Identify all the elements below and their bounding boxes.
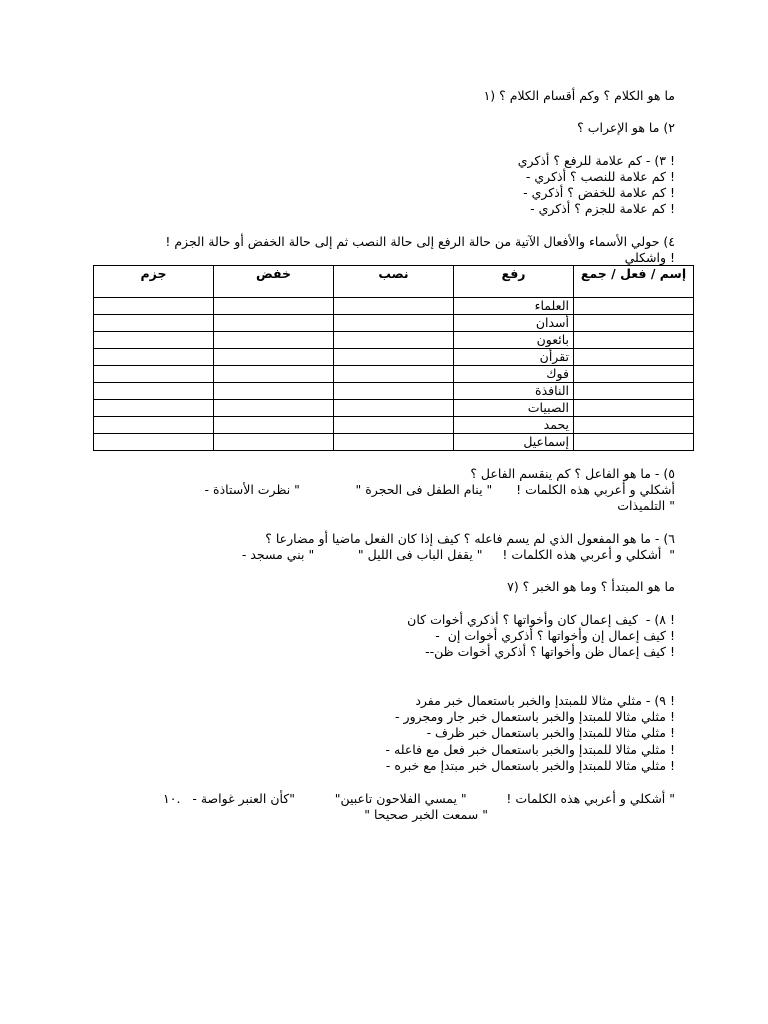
table-cell-word: النافذة — [454, 383, 574, 400]
header-raf: رفع — [454, 266, 574, 298]
question-10-line-2: " سمعت الخبر صحيحا " — [364, 807, 488, 822]
header-nasb: نصب — [334, 266, 454, 298]
table-cell-word: تقرأن — [454, 349, 574, 366]
table-cell-word: أسدان — [454, 315, 574, 332]
question-3-line-1: ! ٣) - كم علامة للرفع ؟ أذكري — [517, 153, 675, 168]
table-cell-word: يحمد — [454, 417, 574, 434]
question-10-line-1: " أشكلي و أعربي هذه الكلمات ! " يمسي الفلاحون تاعبين" "كأن العنبر غواصة - .١٠ — [163, 791, 675, 806]
table-row — [94, 400, 694, 417]
question-2: ٢) ما هو الإعراب ؟ — [577, 120, 675, 135]
question-4-line-2: ! واشكلي — [624, 250, 675, 265]
question-9-line-3: ! مثلي مثالا للمبتدإ والخبر باستعمال خبر ظرف - — [426, 725, 675, 740]
table-cell-word: إسماعيل — [454, 434, 574, 451]
question-3-line-4: ! كم علامة للجزم ؟ أذكري - — [530, 201, 675, 216]
question-4-line-1: ٤) حولي الأسماء والأفعال الآتية من حالة الرفع إلى حالة النصب ثم إلى حالة الخفض أو حالة الجزم ! — [165, 234, 675, 249]
question-7: ما هو المبتدأ ؟ وما هو الخبر ؟ (٧ — [507, 579, 675, 594]
table-cell-word: العلماء — [454, 298, 574, 315]
question-1: ما هو الكلام ؟ وكم أقسام الكلام ؟ (١ — [483, 88, 675, 103]
table-cell-word: الصبيات — [454, 400, 574, 417]
table-row — [94, 298, 694, 315]
header-khafd: خفض — [214, 266, 334, 298]
table-row — [94, 417, 694, 434]
question-3-line-2: ! كم علامة للنصب ؟ أذكري - — [525, 169, 675, 184]
question-9-line-4: ! مثلي مثالا للمبتدإ والخبر باستعمال خبر فعل مع فاعله - — [385, 742, 675, 757]
table-header-row — [94, 266, 694, 298]
question-9-line-5: ! مثلي مثالا للمبتدإ والخبر باستعمال خبر مبتدإ مع خبره - — [385, 758, 675, 773]
question-9-line-1: ! ٩) - مثلي مثالا للمبتدإ والخبر باستعمال خبر مفرد — [415, 693, 675, 708]
question-3-line-3: ! كم علامة للخفض ؟ أذكري - — [523, 185, 675, 200]
question-6-line-2: " أشكلي و أعربي هذه الكلمات ! " يقفل الباب فى الليل " " بني مسجد - — [241, 547, 675, 562]
question-9-line-2: ! مثلي مثالا للمبتدإ والخبر باستعمال خبر جار ومجرور - — [395, 709, 675, 724]
header-name: إسم / فعل / جمع — [574, 266, 694, 298]
table-row — [94, 349, 694, 366]
table-row — [94, 315, 694, 332]
table-cell-word: بائعون — [454, 332, 574, 349]
question-8-line-1: ! ٨) - كيف إعمال كان وأخواتها ؟ أذكري أخوات كان — [407, 612, 675, 627]
question-8-line-3: ! كيف إعمال ظن وأخواتها ؟ أذكري أخوات ظن-- — [425, 644, 675, 659]
question-8-line-2: ! كيف إعمال إن وأخواتها ؟ أذكري أخوات إن - — [435, 628, 675, 643]
conjugation-table — [93, 265, 694, 451]
table-row — [94, 366, 694, 383]
table-row — [94, 383, 694, 400]
question-6-line-1: ٦) - ما هو المفعول الذي لم يسم فاعله ؟ كيف إذا كان الفعل ماضيا أو مضارعا ؟ — [265, 531, 675, 546]
table-row — [94, 434, 694, 451]
question-5-line-3: " التلميذات — [617, 498, 675, 513]
question-5-line-1: ٥) - ما هو الفاعل ؟ كم ينقسم الفاعل ؟ — [470, 466, 675, 481]
table-cell-word: فوك — [454, 366, 574, 383]
header-jazm: جزم — [94, 266, 214, 298]
table-row — [94, 332, 694, 349]
question-5-line-2: أشكلي و أعربي هذه الكلمات ! " ينام الطفل فى الحجرة " " نظرت الأستاذة - — [204, 482, 675, 497]
